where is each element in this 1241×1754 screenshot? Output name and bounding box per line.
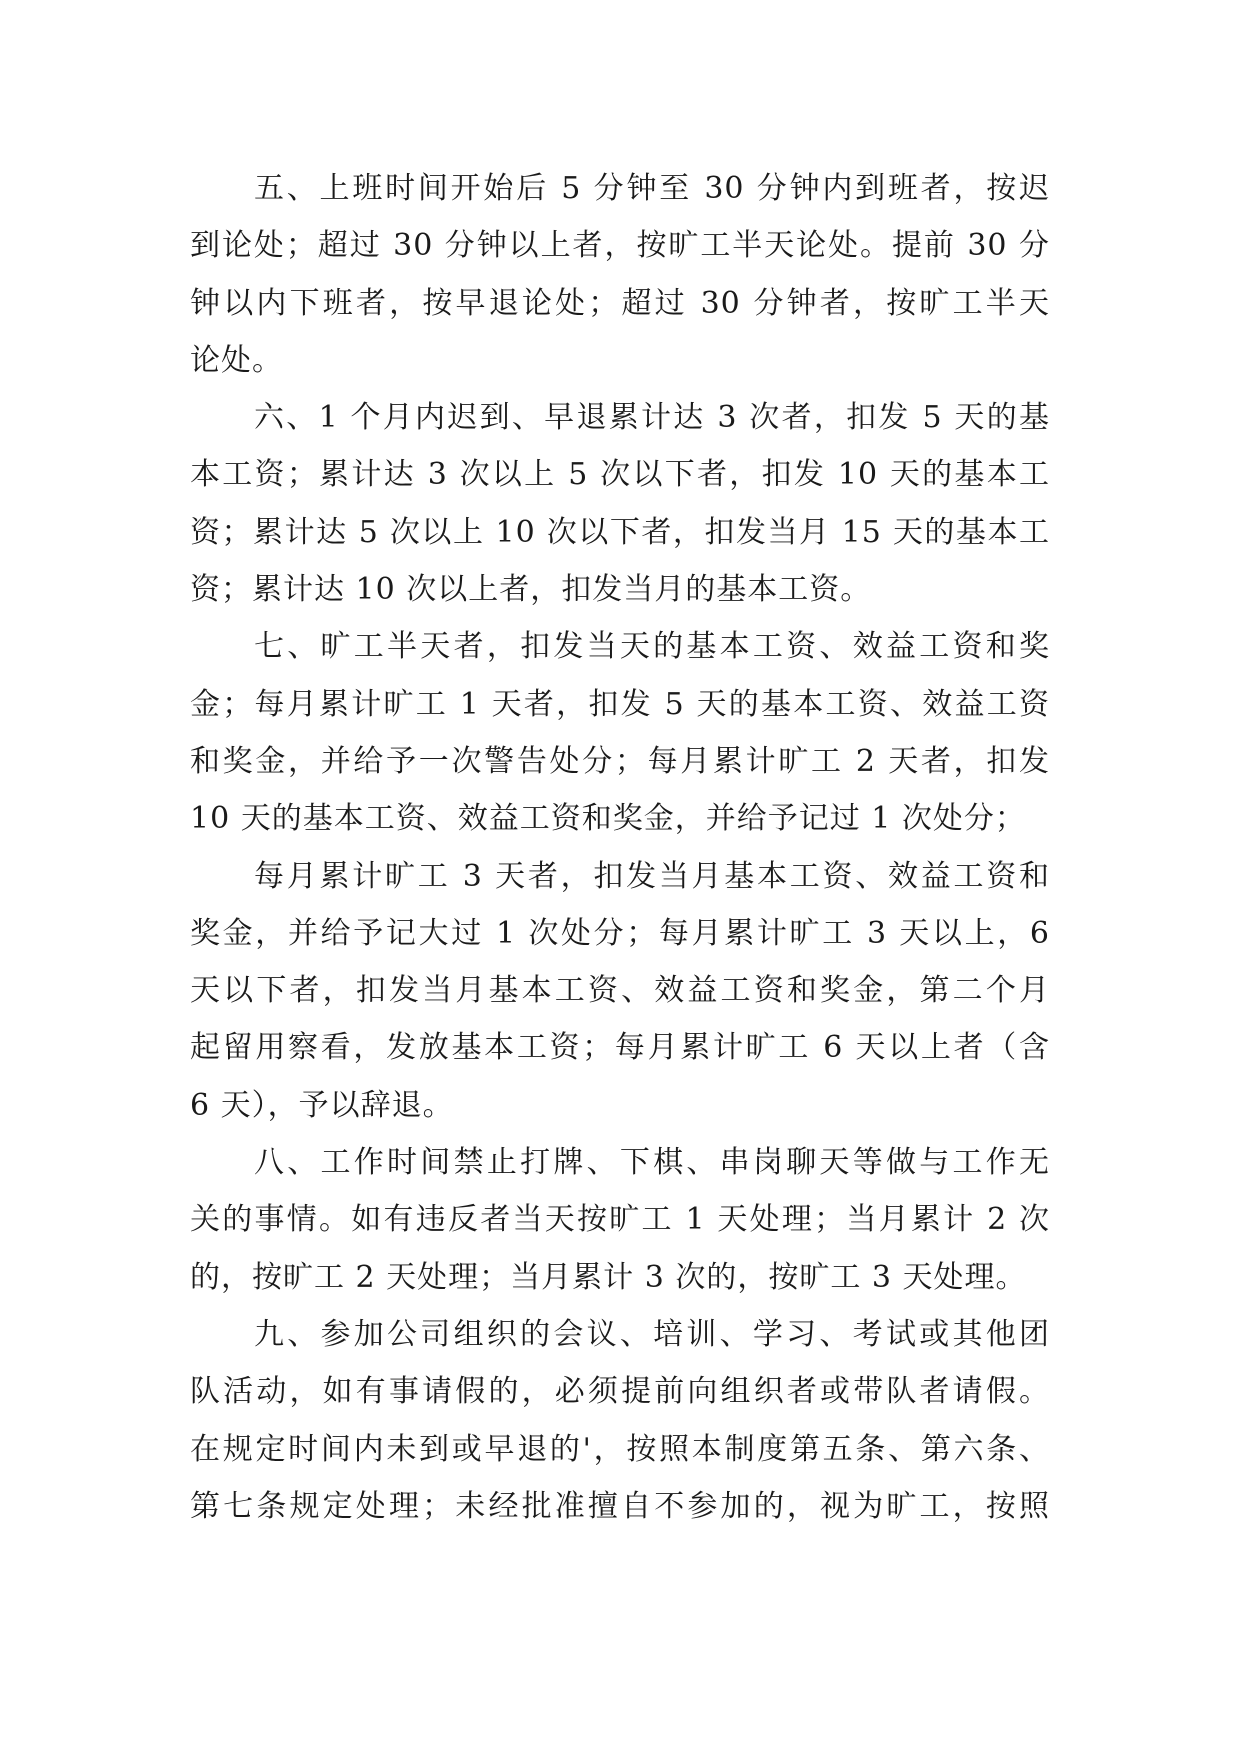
text-line: 论处。 (190, 342, 283, 378)
text-line: 八、工作时间禁止打牌、下棋、串岗聊天等做与工作无 (254, 1145, 1050, 1181)
paragraph-article-7 (190, 618, 1050, 847)
text-line: 到论处；超过 30 分钟以上者，按旷工半天论处。提前 30 分 (190, 228, 1050, 264)
text-line: 九、参加公司组织的会议、培训、学习、考试或其他团 (254, 1316, 1050, 1352)
text-line: 10 天的基本工资、效益工资和奖金，并给予记过 1 次处分； (190, 801, 1026, 837)
paragraph-article-5 (190, 160, 1050, 389)
paragraph-article-7-continued (190, 848, 1050, 1134)
paragraph-article-6 (190, 389, 1050, 618)
text-line: 本工资；累计达 3 次以上 5 次以下者，扣发 10 天的基本工 (190, 457, 1050, 493)
document-body (190, 160, 1050, 1535)
text-line: 五、上班时间开始后 5 分钟至 30 分钟内到班者，按迟 (254, 171, 1050, 206)
text-line: 和奖金，并给予一次警告处分；每月累计旷工 2 天者，扣发 (190, 743, 1050, 779)
text-line: 资；累计达 10 次以上者，扣发当月的基本工资。 (190, 572, 872, 608)
paragraph-article-9 (190, 1306, 1050, 1535)
text-line: 钟以内下班者，按早退论处；超过 30 分钟者，按旷工半天 (190, 285, 1050, 321)
text-line: 6 天），予以辞退。 (190, 1087, 454, 1123)
text-line: 金；每月累计旷工 1 天者，扣发 5 天的基本工资、效益工资 (190, 686, 1050, 722)
text-line: 队活动，如有事请假的，必须提前向组织者或带队者请假。 (190, 1374, 1050, 1410)
text-line: 的，按旷工 2 天处理；当月累计 3 次的，按旷工 3 天处理。 (190, 1259, 1027, 1295)
text-line: 起留用察看，发放基本工资；每月累计旷工 6 天以上者（含 (190, 1030, 1050, 1066)
text-line: 关的事情。如有违反者当天按旷工 1 天处理；当月累计 2 次 (190, 1202, 1050, 1238)
text-line: 七、旷工半天者，扣发当天的基本工资、效益工资和奖 (254, 629, 1050, 665)
paragraph-article-8 (190, 1134, 1050, 1306)
text-line: 天以下者，扣发当月基本工资、效益工资和奖金，第二个月 (190, 973, 1050, 1009)
text-line: 六、1 个月内迟到、早退累计达 3 次者，扣发 5 天的基 (254, 400, 1050, 436)
text-line: 资；累计达 5 次以上 10 次以下者，扣发当月 15 天的基本工 (190, 514, 1050, 550)
text-line: 在规定时间内未到或早退的'，按照本制度第五条、第六条、 (190, 1431, 1050, 1467)
text-line: 第七条规定处理；未经批准擅自不参加的，视为旷工，按照 (190, 1488, 1050, 1524)
text-line: 每月累计旷工 3 天者，扣发当月基本工资、效益工资和 (254, 858, 1050, 894)
text-line: 奖金，并给予记大过 1 次处分；每月累计旷工 3 天以上，6 (190, 915, 1050, 951)
